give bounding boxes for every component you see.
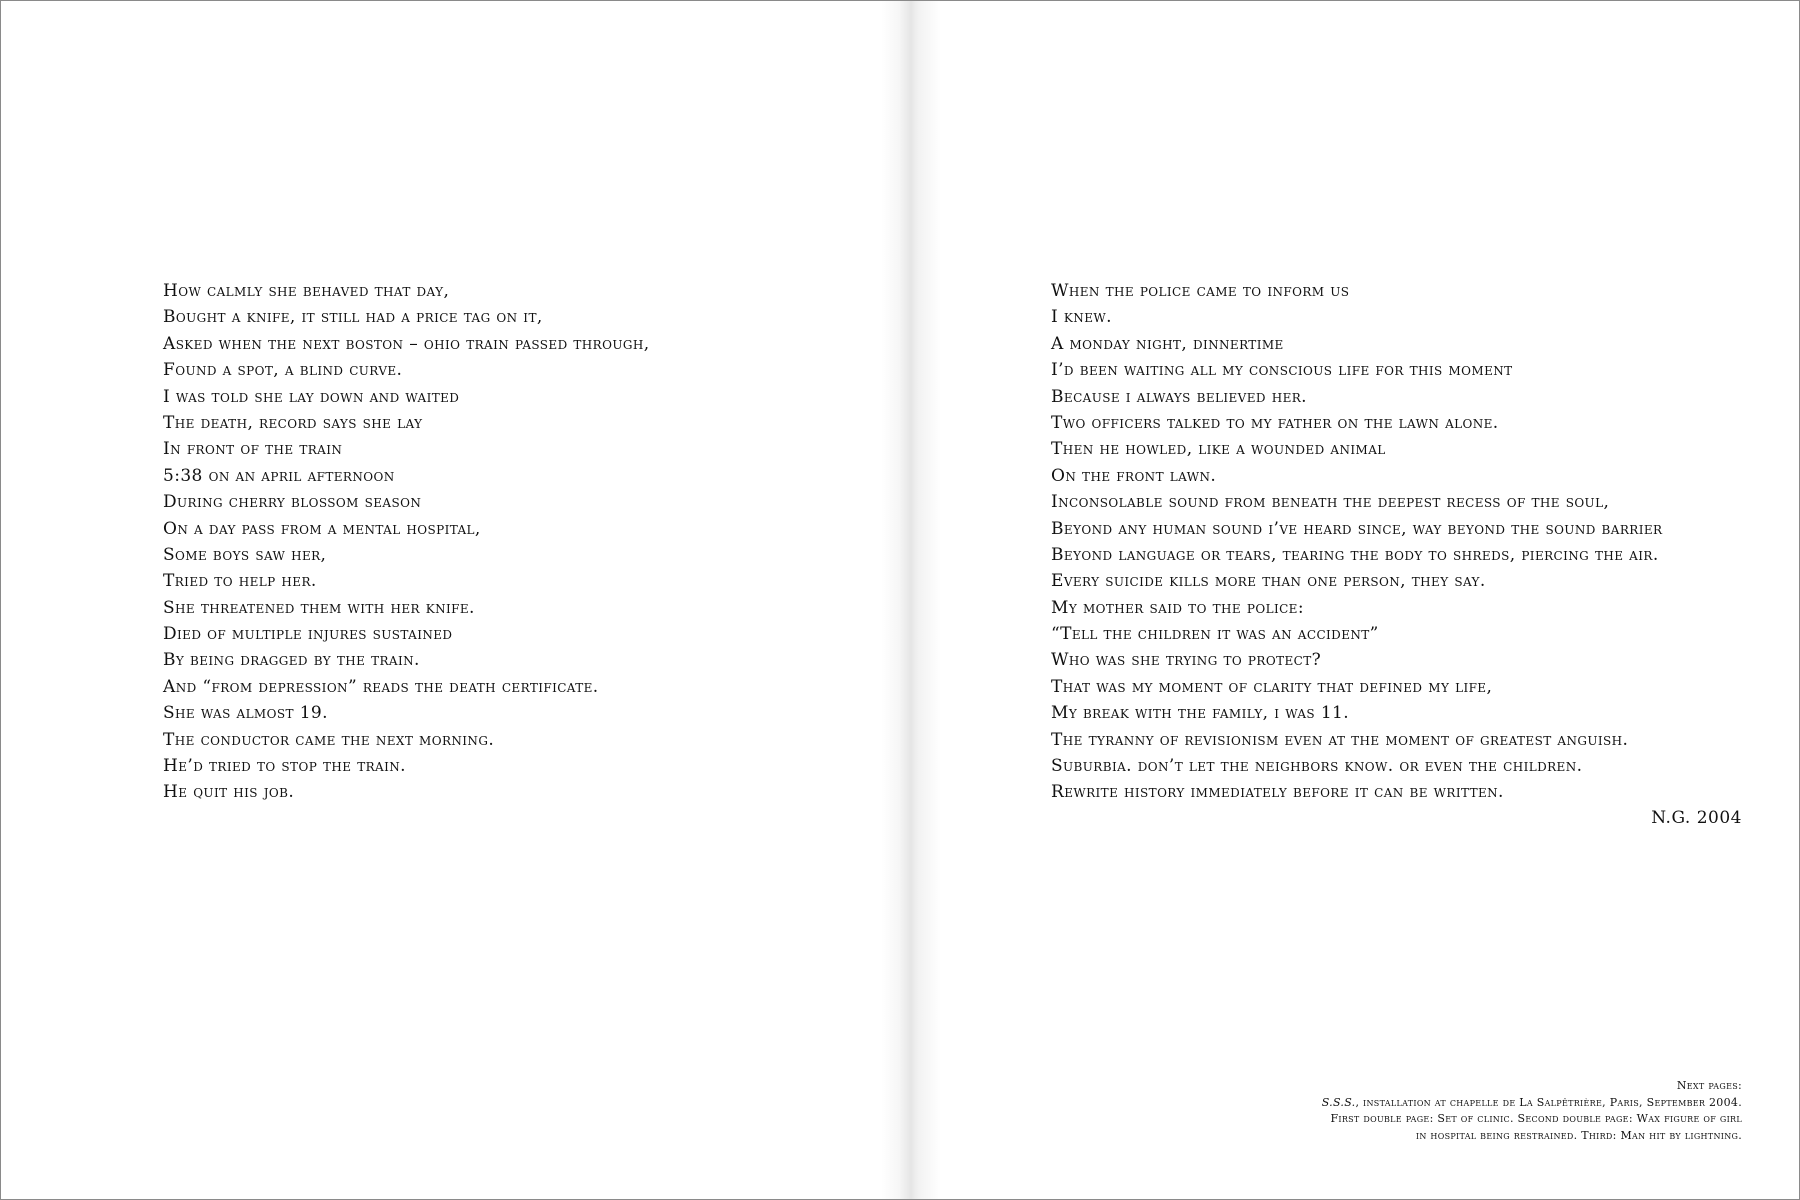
- poem-line: My mother said to the police:: [1051, 597, 1304, 618]
- image-caption: [1322, 1078, 1742, 1144]
- poem-line: Who was she trying to protect?: [1051, 650, 1322, 671]
- poem-line: By being dragged by the train.: [163, 650, 420, 671]
- poem-line: On the front lawn.: [1051, 465, 1217, 486]
- caption-line-1-rest: , installation at chapelle de La Salpêtrière, Paris, September 2004.: [1355, 1095, 1742, 1109]
- poem-line: Beyond language or tears, tearing the body to shreds, piercing the air.: [1051, 544, 1659, 565]
- poem-line: Two officers talked to my father on the lawn alone.: [1051, 412, 1499, 433]
- poem-line: Rewrite history immediately before it can be written.: [1051, 782, 1504, 803]
- poem-line: How calmly she behaved that day,: [163, 281, 450, 301]
- poem-line: Asked when the next boston – ohio train passed through,: [163, 333, 650, 354]
- poem-line: He’d tried to stop the train.: [163, 756, 406, 777]
- poem-line: The conductor came the next morning.: [163, 729, 495, 750]
- caption-line-1: [1322, 1095, 1742, 1112]
- poem-line: A monday night, dinnertime: [1051, 333, 1284, 354]
- poem-line: “Tell the children it was an accident”: [1051, 624, 1379, 645]
- author-signature: N.G. 2004: [1651, 808, 1742, 828]
- right-page: [901, 1, 1800, 1199]
- right-poem: [1051, 278, 1662, 806]
- poem-line: Every suicide kills more than one person, they say.: [1051, 571, 1486, 592]
- poem-line: On a day pass from a mental hospital,: [163, 518, 481, 539]
- poem-line: Suburbia. don’t let the neighbors know. or even the children.: [1051, 756, 1583, 777]
- left-page: [1, 1, 901, 1199]
- left-poem: [163, 278, 650, 806]
- poem-line: I was told she lay down and waited: [163, 386, 460, 407]
- caption-line-2: First double page: Set of clinic. Second double page: Wax figure of girl: [1330, 1112, 1742, 1125]
- poem-line: Found a spot, a blind curve.: [163, 360, 403, 381]
- poem-line: She threatened them with her knife.: [163, 597, 475, 618]
- poem-line: Inconsolable sound from beneath the deepest recess of the soul,: [1051, 492, 1610, 513]
- poem-line: Beyond any human sound i’ve heard since, way beyond the sound barrier: [1051, 518, 1663, 539]
- caption-heading: Next pages:: [1676, 1079, 1742, 1092]
- poem-line: Some boys saw her,: [163, 544, 327, 565]
- poem-line: She was almost 19.: [163, 703, 328, 724]
- caption-title: S.S.S.: [1321, 1095, 1356, 1109]
- poem-line: I knew.: [1051, 307, 1112, 328]
- poem-line: And “from depression” reads the death certificate.: [163, 676, 599, 697]
- poem-line: 5:38 on an april afternoon: [163, 465, 395, 486]
- poem-line: He quit his job.: [163, 782, 295, 803]
- poem-line: Because i always believed her.: [1051, 386, 1307, 407]
- poem-line: Then he howled, like a wounded animal: [1051, 439, 1386, 460]
- poem-line: The death, record says she lay: [163, 412, 423, 433]
- poem-line: I’d been waiting all my conscious life for this moment: [1051, 360, 1513, 381]
- poem-line: When the police came to inform us: [1051, 281, 1350, 301]
- poem-line: During cherry blossom season: [163, 492, 422, 513]
- caption-line-3: in hospital being restrained. Third: Man hit by lightning.: [1415, 1128, 1742, 1142]
- poem-line: In front of the train: [163, 439, 343, 460]
- poem-line: The tyranny of revisionism even at the moment of greatest anguish.: [1051, 729, 1629, 750]
- poem-line: Tried to help her.: [163, 571, 317, 592]
- poem-line: Bought a knife, it still had a price tag on it,: [163, 307, 543, 328]
- poem-line: My break with the family, i was 11.: [1051, 703, 1350, 724]
- poem-line: Died of multiple injures sustained: [163, 624, 453, 645]
- poem-line: That was my moment of clarity that defined my life,: [1051, 676, 1493, 697]
